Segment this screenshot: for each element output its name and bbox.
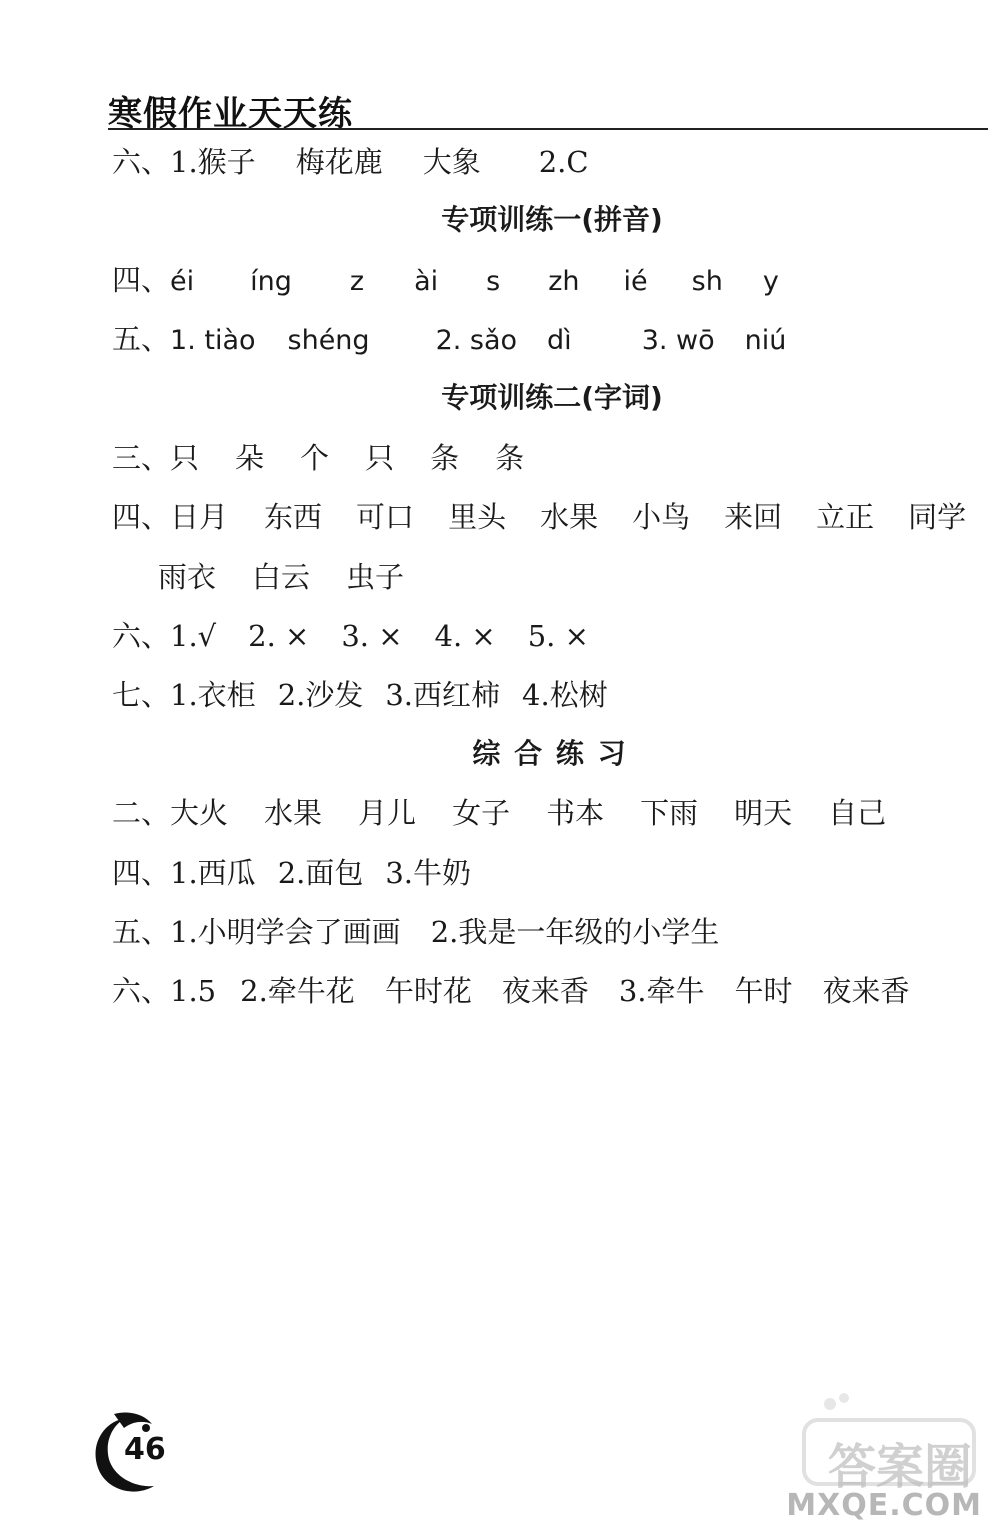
pinyin-item: shéng xyxy=(287,325,370,356)
answer-item: 水果 xyxy=(264,796,323,830)
item-label: 三、 xyxy=(112,441,171,475)
answer-item: 大火 xyxy=(170,796,229,830)
answer-item: 5. × xyxy=(527,619,589,653)
answer-item: 个 xyxy=(300,441,330,475)
answer-item: 只 xyxy=(365,441,395,475)
answer-item: 3.牵牛 xyxy=(618,974,705,1008)
answer-item: 午时花 xyxy=(384,974,472,1008)
answer-item: 自己 xyxy=(828,796,887,830)
answer-item: 下雨 xyxy=(640,796,699,830)
answer-item: 1.5 xyxy=(170,974,217,1008)
item-label: 七、 xyxy=(112,678,171,712)
pinyin-item: 3. wō xyxy=(641,325,715,356)
pinyin-item: sh xyxy=(691,266,723,297)
answer-item: 来回 xyxy=(724,500,783,534)
answer-line-7 xyxy=(112,678,608,712)
answer-line-5 xyxy=(112,500,967,534)
answer-item: 猴子 xyxy=(197,145,256,179)
item-label: 六、1. xyxy=(112,145,198,179)
pinyin-item: s xyxy=(486,266,501,297)
answer-item: 夜来香 xyxy=(822,974,910,1008)
pinyin-item: y xyxy=(762,266,779,297)
answer-item: 白云 xyxy=(252,560,311,594)
answer-line-4 xyxy=(112,441,525,475)
answer-item: 里头 xyxy=(448,500,507,534)
item-label: 二、 xyxy=(112,796,171,830)
item-label: 六、 xyxy=(112,974,171,1008)
answer-item: 大象 xyxy=(422,145,481,179)
pinyin-item: ài xyxy=(414,266,439,297)
answer-item: 梅花鹿 xyxy=(295,145,383,179)
pinyin-item: 2. sǎo xyxy=(435,325,518,356)
answer-line-8 xyxy=(112,796,887,830)
answer-item: 夜来香 xyxy=(501,974,589,1008)
item-label: 四、 xyxy=(112,263,171,297)
pinyin-item: z xyxy=(349,266,365,297)
answer-line-5-continued xyxy=(158,560,405,594)
answer-item: 3.西红柿 xyxy=(385,678,501,712)
answer-item: 2.C xyxy=(538,145,589,179)
answer-item: 朵 xyxy=(235,441,265,475)
answer-item: 日月 xyxy=(170,500,229,534)
answer-item: 4.松树 xyxy=(522,678,608,712)
answer-item: 2.面包 xyxy=(277,856,364,890)
section-title-pinyin: 专项训练一(拼音) xyxy=(441,203,663,236)
answer-item: 月儿 xyxy=(358,796,417,830)
answer-item: 1.西瓜 xyxy=(170,856,256,890)
answer-line-3 xyxy=(112,322,787,356)
pinyin-item: dì xyxy=(547,325,572,356)
book-title: 寒假作业天天练 xyxy=(108,94,353,134)
answer-item: 可口 xyxy=(356,500,415,534)
item-label: 五、 xyxy=(112,322,171,356)
answer-item: 4. × xyxy=(434,619,496,653)
answer-item: 2.牵牛花 xyxy=(240,974,355,1008)
answer-item: 女子 xyxy=(452,796,511,830)
answer-item: 只 xyxy=(170,441,200,475)
header-rule xyxy=(108,128,988,130)
pinyin-item: íng xyxy=(250,266,292,297)
answer-item: 立正 xyxy=(816,500,875,534)
answer-line-1 xyxy=(112,145,589,179)
section-title-words: 专项训练二(字词) xyxy=(441,381,663,414)
answer-line-11 xyxy=(112,974,910,1008)
section-title-comprehensive: 综 合 练 习 xyxy=(472,737,628,770)
answer-item: 条 xyxy=(495,441,525,475)
item-label: 六、 xyxy=(112,619,171,653)
item-label: 五、 xyxy=(112,915,171,949)
answer-item: 虫子 xyxy=(346,560,405,594)
answer-item: 条 xyxy=(430,441,460,475)
answer-line-2 xyxy=(112,263,779,297)
answer-item: 3.牛奶 xyxy=(385,856,472,890)
answer-item: 1.小明学会了画画 xyxy=(170,915,401,949)
answer-line-9 xyxy=(112,856,472,890)
answer-line-10 xyxy=(112,915,720,949)
item-label: 四、 xyxy=(112,856,171,890)
pinyin-item: éi xyxy=(170,266,195,297)
pinyin-item: niú xyxy=(744,325,787,356)
answer-item: 2. × xyxy=(248,619,310,653)
pinyin-item: ié xyxy=(623,266,648,297)
answer-line-6 xyxy=(112,619,589,653)
answer-item: 雨衣 xyxy=(158,560,217,594)
answer-item: 东西 xyxy=(264,500,323,534)
answer-item: 2.我是一年级的小学生 xyxy=(430,915,720,949)
answer-item: 午时 xyxy=(734,974,793,1008)
answer-item: 3. × xyxy=(341,619,403,653)
answer-item: 水果 xyxy=(540,500,599,534)
answer-item: 书本 xyxy=(546,796,605,830)
watermark-url-text: MXQE.COM xyxy=(786,1488,982,1523)
page-number: 46 xyxy=(124,1432,166,1467)
answer-item: 2.沙发 xyxy=(277,678,364,712)
answer-item: 明天 xyxy=(734,796,793,830)
answer-item: 1.衣柜 xyxy=(170,678,256,712)
answer-item: 1.√ xyxy=(170,619,217,653)
item-label: 四、 xyxy=(112,500,171,534)
answer-item: 同学 xyxy=(908,500,967,534)
watermark-main-text: 答案圈 xyxy=(827,1439,972,1495)
answer-item: 小鸟 xyxy=(632,500,691,534)
pinyin-item: zh xyxy=(548,266,580,297)
pinyin-item: 1. tiào xyxy=(170,325,256,356)
